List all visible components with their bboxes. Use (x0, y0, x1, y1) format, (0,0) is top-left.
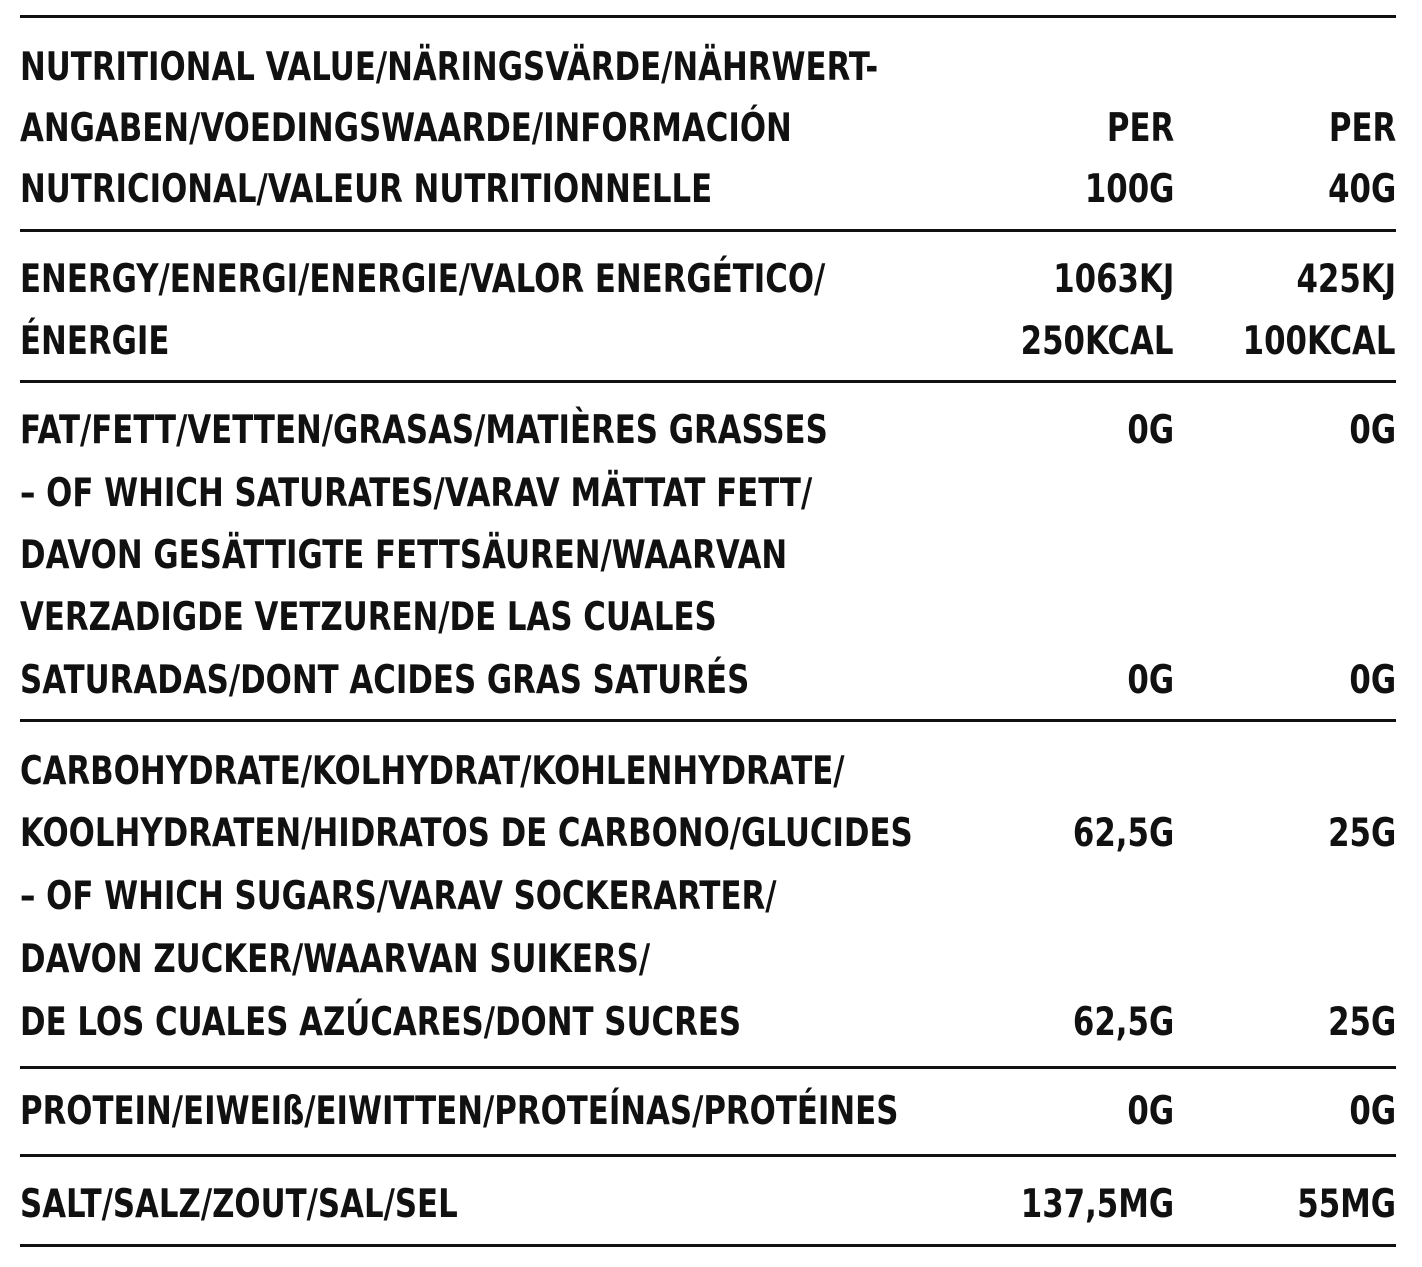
salt-100g: 137,5MG (1020, 1182, 1174, 1227)
sugars-serving: 25G (1327, 1000, 1396, 1045)
table-title-line-1: NUTRITIONAL VALUE/NÄRINGSVÄRDE/NÄHRWERT- (20, 45, 879, 90)
saturates-label-line-1: – OF WHICH SATURATES/VARAV MÄTTAT FETT/ (20, 471, 813, 516)
carbohydrate-divider (20, 1066, 1396, 1069)
carbohydrate-label-line-1: CARBOHYDRATE/KOLHYDRAT/KOHLENHYDRATE/ (20, 749, 845, 794)
salt-label: SALT/SALZ/ZOUT/SAL/SEL (20, 1182, 458, 1227)
sugars-label-line-3: DE LOS CUALES AZÚCARES/DONT SUCRES (20, 1000, 742, 1045)
saturates-label-line-3: VERZADIGDE VETZUREN/DE LAS CUALES (20, 595, 717, 640)
sugars-100g: 62,5G (1072, 1000, 1174, 1045)
sugars-label-line-2: DAVON ZUCKER/WAARVAN SUIKERS/ (20, 937, 651, 982)
energy-kj-serving: 425KJ (1296, 257, 1396, 302)
energy-kj-100g: 1063KJ (1052, 257, 1174, 302)
fat-100g: 0G (1127, 408, 1174, 453)
protein-label: PROTEIN/EIWEIß/EIWITTEN/PROTEÍNAS/PROTÉINES (20, 1089, 899, 1134)
fat-serving: 0G (1349, 408, 1396, 453)
carbohydrate-label-line-2: KOOLHYDRATEN/HIDRATOS DE CARBONO/GLUCIDES (20, 811, 913, 856)
energy-kcal-100g: 250KCAL (1021, 319, 1174, 364)
energy-label-line-1: ENERGY/ENERGI/ENERGIE/VALOR ENERGÉTICO/ (20, 257, 826, 302)
protein-serving: 0G (1349, 1089, 1396, 1134)
protein-divider (20, 1154, 1396, 1157)
sugars-label-line-1: – OF WHICH SUGARS/VARAV SOCKERARTER/ (20, 874, 777, 919)
table-title-line-2: ANGABEN/VOEDINGSWAARDE/INFORMACIÓN (20, 106, 792, 151)
col-header-serving-line-2: 40G (1327, 167, 1396, 212)
protein-100g: 0G (1127, 1089, 1174, 1134)
fat-label: FAT/FETT/VETTEN/GRASAS/MATIÈRES GRASSES (20, 408, 828, 453)
table-title-line-3: NUTRICIONAL/VALEUR NUTRITIONNELLE (20, 167, 713, 212)
salt-serving: 55MG (1297, 1182, 1396, 1227)
saturates-label-line-4: SATURADAS/DONT ACIDES GRAS SATURÉS (20, 658, 750, 703)
saturates-serving: 0G (1349, 658, 1396, 703)
header-divider (20, 229, 1396, 232)
col-header-100g-line-2: 100G (1084, 167, 1174, 212)
saturates-label-line-2: DAVON GESÄTTIGTE FETTSÄUREN/WAARVAN (20, 533, 788, 578)
saturates-100g: 0G (1127, 658, 1174, 703)
energy-kcal-serving: 100KCAL (1243, 319, 1396, 364)
col-header-100g-line-1: PER (1106, 106, 1174, 151)
bottom-rule (20, 1244, 1396, 1247)
fat-divider (20, 719, 1396, 722)
col-header-serving-line-1: PER (1328, 106, 1396, 151)
carbohydrate-serving: 25G (1327, 811, 1396, 856)
energy-label-line-2: ÉNERGIE (20, 319, 170, 364)
nutrition-table (20, 0, 1396, 1267)
energy-divider (20, 380, 1396, 383)
top-rule (20, 15, 1396, 18)
carbohydrate-100g: 62,5G (1072, 811, 1174, 856)
